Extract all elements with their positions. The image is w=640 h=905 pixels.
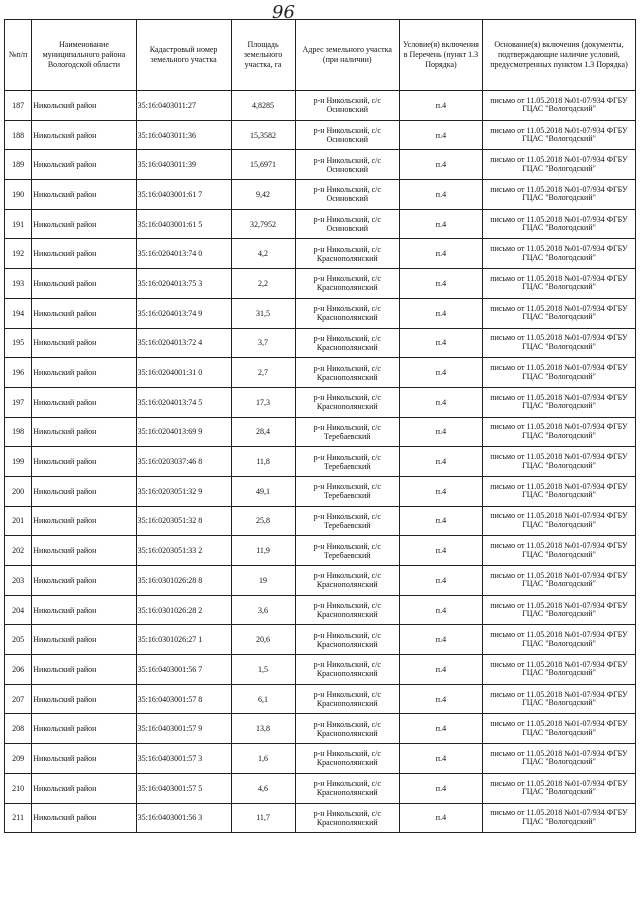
row-area: 31,5 (231, 298, 295, 328)
row-cadastral-number: 35:16:0403011:27 (136, 91, 231, 121)
row-area: 6,1 (231, 684, 295, 714)
header-cadastral-number: Кадастровый номер земельного участка (136, 20, 231, 91)
row-district: Никольский район (32, 684, 136, 714)
row-district: Никольский район (32, 180, 136, 210)
row-address: р-н Никольский, с/с Осиновский (295, 120, 399, 150)
row-address: р-н Никольский, с/с Теребаевский (295, 476, 399, 506)
table-header-row (5, 20, 636, 91)
row-cadastral-number: 35:16:0204013:75 3 (136, 269, 231, 299)
row-condition: п.4 (399, 91, 482, 121)
row-cadastral-number: 35:16:0204013:72 4 (136, 328, 231, 358)
row-condition: п.4 (399, 773, 482, 803)
row-condition: п.4 (399, 476, 482, 506)
row-basis: письмо от 11.05.2018 №01-07/934 ФГБУ ГЦАС "Вологодский" (482, 120, 635, 150)
row-area: 2,2 (231, 269, 295, 299)
row-address: р-н Никольский, с/с Краснополянский (295, 566, 399, 596)
row-address: р-н Никольский, с/с Краснополянский (295, 269, 399, 299)
row-district: Никольский район (32, 625, 136, 655)
row-cadastral-number: 35:16:0403001:57 3 (136, 744, 231, 774)
row-number: 187 (5, 91, 32, 121)
row-number: 210 (5, 773, 32, 803)
row-address: р-н Никольский, с/с Краснополянский (295, 625, 399, 655)
table-row (5, 803, 636, 833)
row-cadastral-number: 35:16:0301026:28 2 (136, 595, 231, 625)
table-row (5, 625, 636, 655)
row-area: 11,9 (231, 536, 295, 566)
row-district: Никольский район (32, 447, 136, 477)
row-district: Никольский район (32, 269, 136, 299)
table-row (5, 358, 636, 388)
row-cadastral-number: 35:16:0403001:61 7 (136, 180, 231, 210)
table-row (5, 566, 636, 596)
row-district: Никольский район (32, 595, 136, 625)
row-address: р-н Никольский, с/с Краснополянский (295, 328, 399, 358)
table-row (5, 773, 636, 803)
row-number: 205 (5, 625, 32, 655)
row-basis: письмо от 11.05.2018 №01-07/934 ФГБУ ГЦАС "Вологодский" (482, 803, 635, 833)
table-row (5, 744, 636, 774)
row-condition: п.4 (399, 358, 482, 388)
row-cadastral-number: 35:16:0403011:39 (136, 150, 231, 180)
row-address: р-н Никольский, с/с Осиновский (295, 209, 399, 239)
row-condition: п.4 (399, 387, 482, 417)
row-district: Никольский район (32, 120, 136, 150)
row-cadastral-number: 35:16:0403001:56 7 (136, 655, 231, 685)
row-address: р-н Никольский, с/с Теребаевский (295, 417, 399, 447)
row-number: 197 (5, 387, 32, 417)
row-basis: письмо от 11.05.2018 №01-07/934 ФГБУ ГЦАС "Вологодский" (482, 387, 635, 417)
row-number: 198 (5, 417, 32, 447)
row-address: р-н Никольский, с/с Краснополянский (295, 358, 399, 388)
row-district: Никольский район (32, 803, 136, 833)
row-basis: письмо от 11.05.2018 №01-07/934 ФГБУ ГЦАС "Вологодский" (482, 150, 635, 180)
row-basis: письмо от 11.05.2018 №01-07/934 ФГБУ ГЦАС "Вологодский" (482, 476, 635, 506)
row-district: Никольский район (32, 417, 136, 447)
row-district: Никольский район (32, 744, 136, 774)
row-number: 211 (5, 803, 32, 833)
row-cadastral-number: 35:16:0301026:28 8 (136, 566, 231, 596)
row-condition: п.4 (399, 684, 482, 714)
table-row (5, 91, 636, 121)
row-condition: п.4 (399, 625, 482, 655)
row-basis: письмо от 11.05.2018 №01-07/934 ФГБУ ГЦАС "Вологодский" (482, 269, 635, 299)
page-number: 96 (272, 2, 295, 23)
row-address: р-н Никольский, с/с Осиновский (295, 150, 399, 180)
row-address: р-н Никольский, с/с Краснополянский (295, 595, 399, 625)
row-cadastral-number: 35:16:0403001:57 9 (136, 714, 231, 744)
row-condition: п.4 (399, 209, 482, 239)
row-area: 9,42 (231, 180, 295, 210)
row-area: 4,8285 (231, 91, 295, 121)
table-row (5, 417, 636, 447)
header-number: №п/п (5, 20, 32, 91)
row-district: Никольский район (32, 387, 136, 417)
table-row (5, 536, 636, 566)
row-basis: письмо от 11.05.2018 №01-07/934 ФГБУ ГЦАС "Вологодский" (482, 328, 635, 358)
row-area: 15,3582 (231, 120, 295, 150)
row-district: Никольский район (32, 476, 136, 506)
row-district: Никольский район (32, 506, 136, 536)
row-area: 15,6971 (231, 150, 295, 180)
table-row (5, 239, 636, 269)
row-district: Никольский район (32, 655, 136, 685)
table-row (5, 387, 636, 417)
row-district: Никольский район (32, 298, 136, 328)
row-area: 32,7952 (231, 209, 295, 239)
row-address: р-н Никольский, с/с Краснополянский (295, 239, 399, 269)
land-plots-table (4, 19, 636, 833)
row-cadastral-number: 35:16:0403001:56 3 (136, 803, 231, 833)
row-condition: п.4 (399, 328, 482, 358)
row-condition: п.4 (399, 239, 482, 269)
row-address: р-н Никольский, с/с Краснополянский (295, 684, 399, 714)
row-condition: п.4 (399, 180, 482, 210)
row-number: 193 (5, 269, 32, 299)
header-district: Наименование муниципального района Вологодской области (32, 20, 136, 91)
row-basis: письмо от 11.05.2018 №01-07/934 ФГБУ ГЦАС "Вологодский" (482, 506, 635, 536)
row-address: р-н Никольский, с/с Краснополянский (295, 773, 399, 803)
table-row (5, 447, 636, 477)
row-area: 11,8 (231, 447, 295, 477)
row-basis: письмо от 11.05.2018 №01-07/934 ФГБУ ГЦАС "Вологодский" (482, 298, 635, 328)
row-district: Никольский район (32, 536, 136, 566)
row-area: 20,6 (231, 625, 295, 655)
row-area: 1,5 (231, 655, 295, 685)
row-number: 191 (5, 209, 32, 239)
row-number: 194 (5, 298, 32, 328)
row-cadastral-number: 35:16:0203051:33 2 (136, 536, 231, 566)
table-row (5, 714, 636, 744)
row-area: 19 (231, 566, 295, 596)
row-cadastral-number: 35:16:0403001:61 5 (136, 209, 231, 239)
row-area: 25,8 (231, 506, 295, 536)
row-basis: письмо от 11.05.2018 №01-07/934 ФГБУ ГЦАС "Вологодский" (482, 773, 635, 803)
row-district: Никольский район (32, 714, 136, 744)
row-district: Никольский район (32, 239, 136, 269)
row-district: Никольский район (32, 773, 136, 803)
row-condition: п.4 (399, 506, 482, 536)
row-basis: письмо от 11.05.2018 №01-07/934 ФГБУ ГЦАС "Вологодский" (482, 91, 635, 121)
row-address: р-н Никольский, с/с Краснополянский (295, 714, 399, 744)
row-basis: письмо от 11.05.2018 №01-07/934 ФГБУ ГЦАС "Вологодский" (482, 536, 635, 566)
row-address: р-н Никольский, с/с Краснополянский (295, 803, 399, 833)
table-row (5, 120, 636, 150)
row-cadastral-number: 35:16:0204013:69 9 (136, 417, 231, 447)
row-district: Никольский район (32, 358, 136, 388)
row-district: Никольский район (32, 150, 136, 180)
row-condition: п.4 (399, 536, 482, 566)
row-basis: письмо от 11.05.2018 №01-07/934 ФГБУ ГЦАС "Вологодский" (482, 180, 635, 210)
table-row (5, 595, 636, 625)
row-address: р-н Никольский, с/с Теребаевский (295, 506, 399, 536)
header-condition: Условие(я) включения в Перечень (пункт 1.3 Порядка) (399, 20, 482, 91)
row-basis: письмо от 11.05.2018 №01-07/934 ФГБУ ГЦАС "Вологодский" (482, 447, 635, 477)
table-row (5, 328, 636, 358)
row-basis: письмо от 11.05.2018 №01-07/934 ФГБУ ГЦАС "Вологодский" (482, 625, 635, 655)
row-basis: письмо от 11.05.2018 №01-07/934 ФГБУ ГЦАС "Вологодский" (482, 209, 635, 239)
row-condition: п.4 (399, 298, 482, 328)
table-row (5, 298, 636, 328)
row-area: 17,3 (231, 387, 295, 417)
row-cadastral-number: 35:16:0204013:74 9 (136, 298, 231, 328)
row-district: Никольский район (32, 209, 136, 239)
row-area: 4,6 (231, 773, 295, 803)
row-condition: п.4 (399, 803, 482, 833)
row-number: 203 (5, 566, 32, 596)
row-address: р-н Никольский, с/с Краснополянский (295, 655, 399, 685)
row-area: 2,7 (231, 358, 295, 388)
row-cadastral-number: 35:16:0203051:32 9 (136, 476, 231, 506)
row-condition: п.4 (399, 269, 482, 299)
table-row (5, 209, 636, 239)
header-area: Площадь земельного участка, га (231, 20, 295, 91)
row-area: 4,2 (231, 239, 295, 269)
row-number: 199 (5, 447, 32, 477)
row-area: 3,6 (231, 595, 295, 625)
row-number: 188 (5, 120, 32, 150)
row-district: Никольский район (32, 91, 136, 121)
header-address: Адрес земельного участка (при наличии) (295, 20, 399, 91)
row-number: 192 (5, 239, 32, 269)
table-row (5, 684, 636, 714)
row-basis: письмо от 11.05.2018 №01-07/934 ФГБУ ГЦАС "Вологодский" (482, 684, 635, 714)
row-address: р-н Никольский, с/с Осиновский (295, 91, 399, 121)
row-number: 196 (5, 358, 32, 388)
row-cadastral-number: 35:16:0203037:46 8 (136, 447, 231, 477)
row-condition: п.4 (399, 417, 482, 447)
header-basis: Основание(я) включения (документы, подтверждающие наличие условий, предусмотренных пунктом 1.3 Порядка) (482, 20, 635, 91)
row-number: 202 (5, 536, 32, 566)
row-basis: письмо от 11.05.2018 №01-07/934 ФГБУ ГЦАС "Вологодский" (482, 566, 635, 596)
row-area: 49,1 (231, 476, 295, 506)
table-row (5, 655, 636, 685)
row-number: 206 (5, 655, 32, 685)
row-basis: письмо от 11.05.2018 №01-07/934 ФГБУ ГЦАС "Вологодский" (482, 239, 635, 269)
row-address: р-н Никольский, с/с Теребаевский (295, 447, 399, 477)
row-cadastral-number: 35:16:0403001:57 8 (136, 684, 231, 714)
row-number: 201 (5, 506, 32, 536)
row-condition: п.4 (399, 120, 482, 150)
row-cadastral-number: 35:16:0204001:31 0 (136, 358, 231, 388)
row-basis: письмо от 11.05.2018 №01-07/934 ФГБУ ГЦАС "Вологодский" (482, 714, 635, 744)
row-number: 208 (5, 714, 32, 744)
row-condition: п.4 (399, 447, 482, 477)
row-area: 11,7 (231, 803, 295, 833)
row-district: Никольский район (32, 328, 136, 358)
row-basis: письмо от 11.05.2018 №01-07/934 ФГБУ ГЦАС "Вологодский" (482, 655, 635, 685)
row-area: 3,7 (231, 328, 295, 358)
table-row (5, 150, 636, 180)
row-condition: п.4 (399, 150, 482, 180)
row-area: 1,6 (231, 744, 295, 774)
table-row (5, 269, 636, 299)
row-cadastral-number: 35:16:0301026:27 1 (136, 625, 231, 655)
row-basis: письмо от 11.05.2018 №01-07/934 ФГБУ ГЦАС "Вологодский" (482, 358, 635, 388)
row-address: р-н Никольский, с/с Краснополянский (295, 387, 399, 417)
row-condition: п.4 (399, 744, 482, 774)
row-address: р-н Никольский, с/с Краснополянский (295, 298, 399, 328)
row-condition: п.4 (399, 655, 482, 685)
row-cadastral-number: 35:16:0403001:57 5 (136, 773, 231, 803)
row-condition: п.4 (399, 595, 482, 625)
table-row (5, 476, 636, 506)
row-address: р-н Никольский, с/с Краснополянский (295, 744, 399, 774)
table-body (5, 91, 636, 833)
row-cadastral-number: 35:16:0203051:32 8 (136, 506, 231, 536)
row-area: 28,4 (231, 417, 295, 447)
row-address: р-н Никольский, с/с Теребаевский (295, 536, 399, 566)
row-basis: письмо от 11.05.2018 №01-07/934 ФГБУ ГЦАС "Вологодский" (482, 417, 635, 447)
row-number: 209 (5, 744, 32, 774)
row-basis: письмо от 11.05.2018 №01-07/934 ФГБУ ГЦАС "Вологодский" (482, 595, 635, 625)
row-cadastral-number: 35:16:0204013:74 5 (136, 387, 231, 417)
row-number: 204 (5, 595, 32, 625)
row-area: 13,8 (231, 714, 295, 744)
row-address: р-н Никольский, с/с Осиновский (295, 180, 399, 210)
row-cadastral-number: 35:16:0204013:74 0 (136, 239, 231, 269)
row-cadastral-number: 35:16:0403011:36 (136, 120, 231, 150)
row-number: 189 (5, 150, 32, 180)
row-condition: п.4 (399, 714, 482, 744)
row-district: Никольский район (32, 566, 136, 596)
table-row (5, 180, 636, 210)
row-number: 200 (5, 476, 32, 506)
row-number: 195 (5, 328, 32, 358)
row-number: 207 (5, 684, 32, 714)
row-condition: п.4 (399, 566, 482, 596)
row-number: 190 (5, 180, 32, 210)
row-basis: письмо от 11.05.2018 №01-07/934 ФГБУ ГЦАС "Вологодский" (482, 744, 635, 774)
table-row (5, 506, 636, 536)
